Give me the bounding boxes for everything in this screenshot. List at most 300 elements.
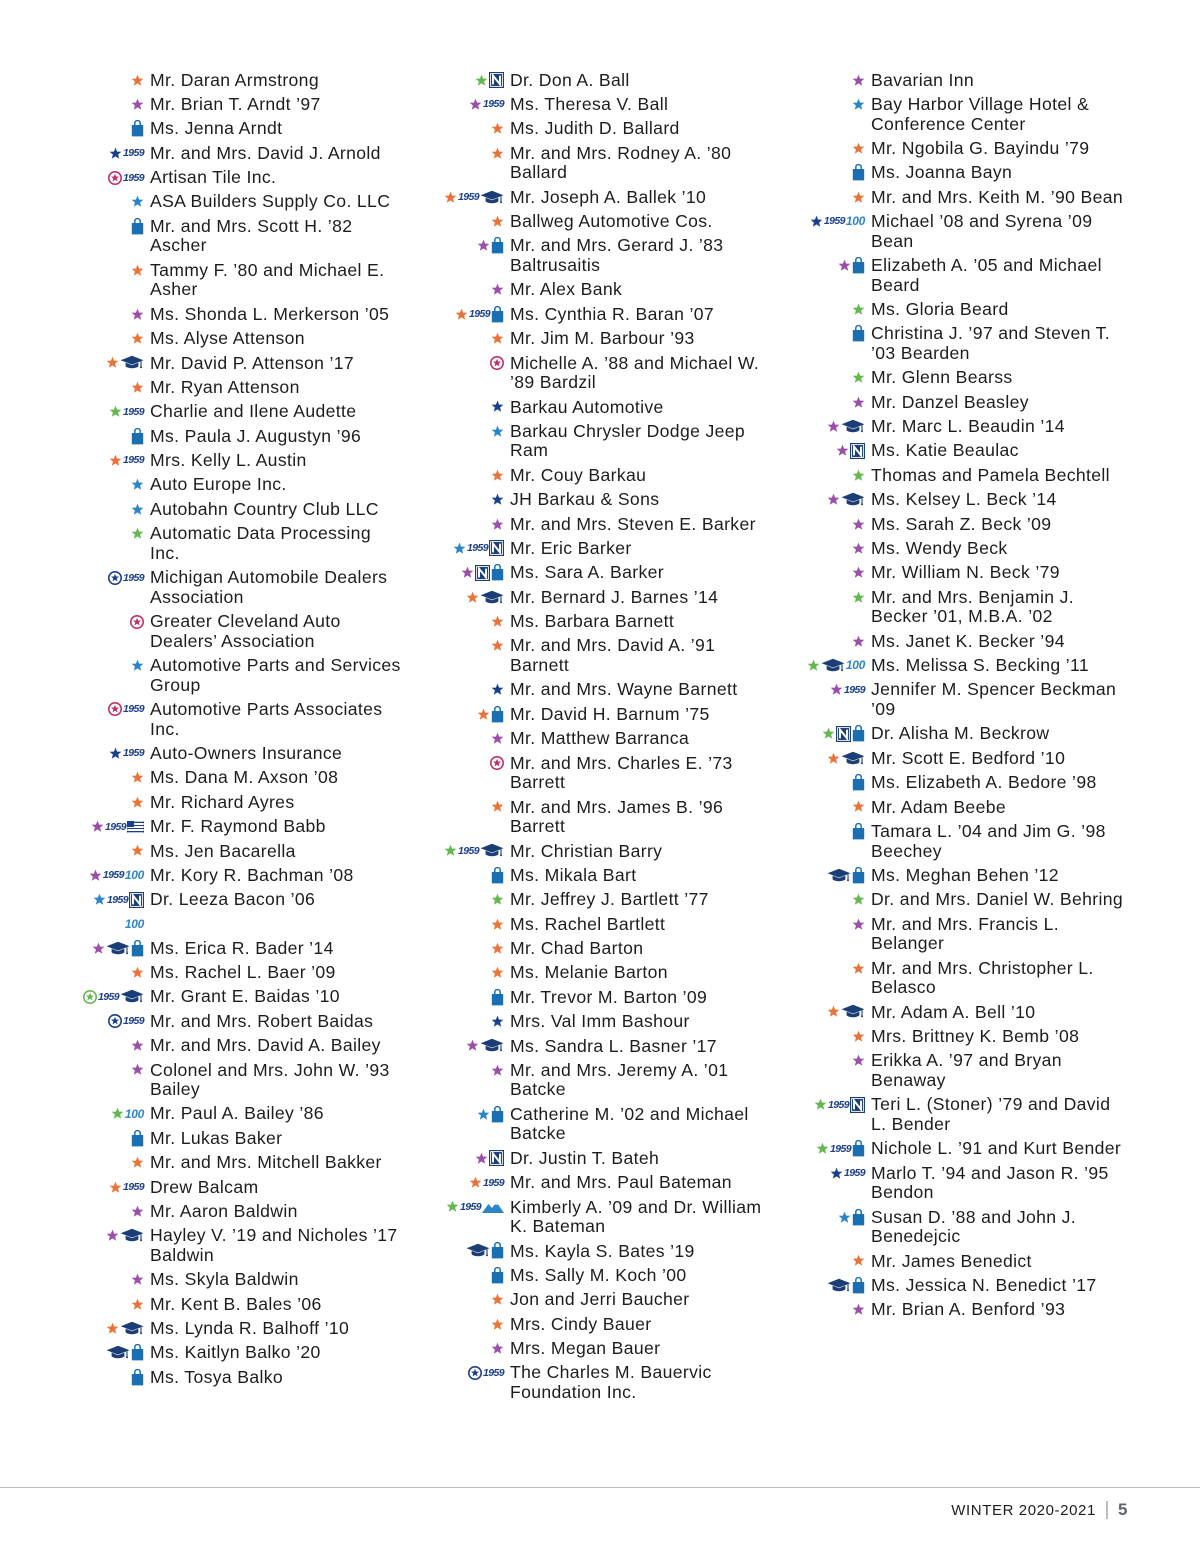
- shopping-bag-icon: [852, 1209, 865, 1226]
- orange-star-icon: [491, 1293, 504, 1306]
- orange-star-icon: [469, 1176, 482, 1189]
- donor-entry: [40, 985, 412, 1009]
- donor-badges: [761, 1049, 871, 1073]
- donor-badges: [40, 400, 150, 424]
- donor-name: Mr. and Mrs. Benjamin J. Becker ’01, M.B.A. ’02: [871, 586, 1074, 627]
- donor-name: Mr. Richard Ayres: [150, 791, 295, 812]
- donor-badges: [400, 839, 510, 863]
- donor-name: Mr. and Mrs. Mitchell Bakker: [150, 1152, 382, 1173]
- donor-badges: [40, 68, 150, 92]
- blue-star-icon: [131, 503, 144, 516]
- navy-circle-star-icon: [468, 1366, 482, 1380]
- donor-name: Thomas and Pamela Bechtell: [871, 464, 1110, 485]
- donor-column-2: [400, 68, 772, 1405]
- donor-name: Dr. Don A. Ball: [510, 69, 630, 90]
- donor-name: Mr. and Mrs. David A. ’91 Barnett: [510, 635, 716, 676]
- donor-badges: [40, 815, 150, 839]
- donor-entry: [400, 634, 772, 678]
- donor-entry: [40, 863, 412, 887]
- orange-star-icon: [131, 74, 144, 87]
- green-star-icon: [822, 727, 835, 740]
- donor-entry: [761, 136, 1133, 160]
- n-club-icon: [129, 892, 144, 908]
- shopping-bag-icon: [852, 725, 865, 742]
- donor-name: Greater Cleveland Auto Dealers’ Association: [150, 611, 341, 651]
- shopping-bag-icon: [131, 1344, 144, 1361]
- 1959-society-icon: 1959: [123, 571, 144, 584]
- donor-badges: [40, 1009, 150, 1033]
- donor-name: Kimberly A. ’09 and Dr. William K. Bateman: [510, 1196, 762, 1237]
- donor-entry: [40, 497, 412, 521]
- shopping-bag-icon: [852, 257, 865, 274]
- donor-badges: [40, 448, 150, 472]
- orange-star-icon: [131, 844, 144, 857]
- donor-name: Mr. and Mrs. Steven E. Barker: [510, 513, 756, 534]
- navy-star-icon: [491, 683, 504, 696]
- 100-club-icon: 100: [124, 917, 144, 932]
- donor-name: Mr. Danzel Beasley: [871, 391, 1029, 412]
- donor-entry: [400, 68, 772, 92]
- donor-name: Auto-Owners Insurance: [150, 743, 343, 763]
- purple-star-icon: [491, 1342, 504, 1355]
- donor-name: Ms. Sarah Z. Beck ’09: [871, 513, 1052, 534]
- donor-entry: [761, 771, 1133, 795]
- 1959-society-icon: 1959: [123, 703, 144, 716]
- blue-star-icon: [93, 893, 106, 906]
- donor-badges: [40, 653, 150, 677]
- donor-entry: [40, 960, 412, 984]
- donor-entry: [761, 585, 1133, 629]
- 1959-society-icon: 1959: [467, 542, 488, 555]
- donor-entry: [40, 912, 412, 936]
- blue-star-icon: [838, 1211, 851, 1224]
- page-number: 5: [1117, 1500, 1128, 1519]
- donor-entry: [40, 351, 412, 375]
- donor-entry: [40, 1009, 412, 1033]
- donor-badges: [40, 166, 150, 190]
- donor-entry: [40, 522, 412, 566]
- orange-star-icon: [131, 381, 144, 394]
- donor-badges: [761, 819, 871, 843]
- purple-star-icon: [852, 542, 865, 555]
- donor-entry: [40, 1126, 412, 1150]
- donor-name: Mr. and Mrs. Paul Bateman: [510, 1172, 732, 1193]
- purple-star-icon: [106, 1229, 119, 1242]
- donor-entry: [761, 1273, 1133, 1297]
- navy-star-icon: [810, 215, 823, 228]
- donor-entry: [761, 956, 1133, 1000]
- donor-badges: [400, 1288, 510, 1312]
- graduation-cap-icon: [841, 751, 865, 766]
- purple-star-icon: [89, 869, 102, 882]
- donor-entry: [400, 1010, 772, 1034]
- n-club-icon: [850, 1097, 865, 1113]
- graduation-cap-icon: [841, 1004, 865, 1019]
- donor-name: Ms. Shonda L. Merkerson ’05: [150, 303, 390, 324]
- donor-name: Ms. Jenna Arndt: [150, 118, 283, 139]
- donor-entry: [40, 741, 412, 765]
- orange-star-icon: [852, 142, 865, 155]
- donor-entry: [761, 439, 1133, 463]
- donor-entry: [761, 1249, 1133, 1273]
- donor-name: Ms. Cynthia R. Baran ’07: [510, 303, 714, 324]
- donor-badges: [400, 1102, 510, 1126]
- donor-badges: [761, 1205, 871, 1229]
- donor-entry: [400, 141, 772, 185]
- donor-badges: [400, 863, 510, 887]
- purple-star-icon: [852, 1054, 865, 1067]
- donor-name: Mr. Aaron Baldwin: [150, 1200, 298, 1221]
- donor-name: Ms. Sandra L. Basner ’17: [510, 1035, 717, 1056]
- donor-name: Tamara L. ’04 and Jim G. ’98 Beechey: [871, 820, 1106, 861]
- navy-star-icon: [109, 147, 122, 160]
- donor-badges: [40, 302, 150, 326]
- graduation-cap-icon: [821, 658, 845, 673]
- 1959-society-icon: 1959: [123, 454, 144, 467]
- donor-badges: [761, 92, 871, 116]
- graduation-cap-icon: [120, 1321, 144, 1336]
- donor-name: Charlie and Ilene Audette: [150, 401, 357, 422]
- navy-star-icon: [491, 493, 504, 506]
- shopping-bag-icon: [852, 1277, 865, 1294]
- donor-name: Mr. Lukas Baker: [150, 1127, 283, 1148]
- donor-badges: [400, 278, 510, 302]
- donor-name: Michael ’08 and Syrena ’09 Bean: [871, 211, 1093, 251]
- donor-name: Mr. and Mrs. Gerard J. ’83 Baltrusaitis: [510, 235, 724, 276]
- footer-separator: [1106, 1501, 1108, 1519]
- donor-badges: [761, 1024, 871, 1048]
- 1959-society-icon: 1959: [823, 215, 845, 228]
- donor-entry: [40, 610, 412, 654]
- shopping-bag-icon: [852, 867, 865, 884]
- orange-star-icon: [491, 1318, 504, 1331]
- donor-name: The Charles M. Bauervic Foundation Inc.: [510, 1362, 712, 1402]
- donor-name: Mr. Marc L. Beaudin ’14: [871, 416, 1065, 437]
- donor-name: Dr. Justin T. Bateh: [510, 1147, 660, 1168]
- donor-entry: [761, 322, 1133, 366]
- donor-name: Ms. Skyla Baldwin: [150, 1269, 299, 1290]
- donor-entry: [761, 722, 1133, 746]
- n-club-icon: [475, 565, 490, 581]
- green-star-icon: [444, 844, 457, 857]
- donor-entry: [400, 351, 772, 395]
- donor-name: Ms. Dana M. Axson ’08: [150, 767, 339, 788]
- donor-name: Ms. Elizabeth A. Bedore ’98: [871, 772, 1097, 793]
- donor-entry: [400, 419, 772, 463]
- donor-badges: [400, 1195, 510, 1219]
- donor-badges: [761, 536, 871, 560]
- donor-entry: [400, 678, 772, 702]
- magenta-circle-star-icon: [130, 615, 144, 629]
- donor-badges: [761, 746, 871, 770]
- donor-entry: [761, 653, 1133, 677]
- donor-badges: [761, 209, 871, 233]
- donor-badges: [400, 512, 510, 536]
- graduation-cap-icon: [827, 1278, 851, 1293]
- green-star-icon: [111, 1107, 124, 1120]
- donor-name: Mr. Kory R. Bachman ’08: [150, 864, 354, 885]
- donor-name: Erikka A. ’97 and Bryan Benaway: [871, 1050, 1062, 1090]
- green-star-icon: [131, 527, 144, 540]
- donor-badges: [40, 522, 150, 546]
- donor-badges: [40, 863, 150, 887]
- donor-entry: [761, 678, 1133, 722]
- donor-badges: [761, 463, 871, 487]
- donor-entry: [400, 795, 772, 839]
- donor-name: Nichole L. ’91 and Kurt Bender: [871, 1138, 1122, 1159]
- donor-badges: [761, 297, 871, 321]
- navy-circle-star-icon: [108, 1014, 122, 1028]
- donor-badges: [40, 741, 150, 765]
- donor-entry: [40, 1316, 412, 1340]
- donor-name: Ms. Kelsey L. Beck ’14: [871, 489, 1057, 510]
- donor-name: Ms. Alyse Attenson: [150, 328, 305, 349]
- donor-entry: [400, 1195, 772, 1239]
- donor-name: Mr. Jim M. Barbour ’93: [510, 328, 695, 349]
- donor-badges: [400, 463, 510, 487]
- donor-entry: [40, 1151, 412, 1175]
- donor-entry: [761, 629, 1133, 653]
- donor-badges: [761, 136, 871, 160]
- n-club-icon: [489, 1150, 504, 1166]
- 1959-society-icon: 1959: [123, 147, 144, 160]
- 1959-society-icon: 1959: [844, 1167, 865, 1180]
- donor-name: Mr. Scott E. Bedford ’10: [871, 747, 1066, 768]
- donor-entry: [40, 375, 412, 399]
- green-star-icon: [852, 371, 865, 384]
- shopping-bag-icon: [491, 1267, 504, 1284]
- donor-name: Mr. and Mrs. Rodney A. ’80 Ballard: [510, 142, 732, 183]
- donor-entry: [400, 985, 772, 1009]
- donor-badges: [761, 161, 871, 185]
- donor-column-1: [40, 68, 412, 1390]
- blue-star-icon: [477, 1108, 490, 1121]
- shopping-bag-icon: [131, 940, 144, 957]
- blue-star-icon: [491, 425, 504, 438]
- donor-entry: [400, 727, 772, 751]
- mountain-icon: [482, 1201, 504, 1213]
- navy-star-icon: [491, 1015, 504, 1028]
- flag-icon: [127, 821, 144, 833]
- donor-badges: [400, 634, 510, 658]
- purple-star-icon: [830, 683, 843, 696]
- donor-name: Jennifer M. Spencer Beckman ’09: [871, 679, 1117, 720]
- donor-badges: [40, 117, 150, 141]
- donor-badges: [761, 956, 871, 980]
- blue-star-icon: [131, 478, 144, 491]
- donor-entry: [400, 1336, 772, 1360]
- footer-divider: [0, 1487, 1200, 1488]
- donor-badges: [40, 1058, 150, 1082]
- donor-badges: [400, 185, 510, 209]
- donor-entry: [761, 366, 1133, 390]
- orange-star-icon: [491, 215, 504, 228]
- donor-entry: [400, 278, 772, 302]
- donor-entry: [761, 819, 1133, 863]
- graduation-cap-icon: [480, 590, 504, 605]
- donor-entry: [400, 1288, 772, 1312]
- shopping-bag-icon: [852, 1140, 865, 1157]
- donor-name: Mrs. Cindy Bauer: [510, 1313, 652, 1334]
- donor-badges: [400, 488, 510, 512]
- donor-badges: [761, 390, 871, 414]
- donor-name: Ms. Barbara Barnett: [510, 611, 675, 632]
- donor-name: Mr. and Mrs. Robert Baidas: [150, 1010, 374, 1031]
- donor-name: Mr. and Mrs. David A. Bailey: [150, 1035, 381, 1056]
- purple-star-icon: [491, 732, 504, 745]
- donor-badges: [40, 497, 150, 521]
- donor-entry: [40, 815, 412, 839]
- donor-entry: [40, 117, 412, 141]
- donor-entry: [40, 566, 412, 610]
- donor-name: Mr. Bernard J. Barnes ’14: [510, 586, 719, 607]
- donor-entry: [400, 863, 772, 887]
- donor-entry: [40, 190, 412, 214]
- purple-star-icon: [852, 635, 865, 648]
- orange-star-icon: [491, 942, 504, 955]
- donor-name: Mr. and Mrs. James B. ’96 Barrett: [510, 796, 724, 837]
- donor-name: Mr. Joseph A. Ballek ’10: [510, 186, 707, 207]
- donor-entry: [400, 488, 772, 512]
- donor-entry: [400, 912, 772, 936]
- purple-star-icon: [836, 444, 849, 457]
- graduation-cap-icon: [841, 419, 865, 434]
- donor-entry: [400, 209, 772, 233]
- purple-star-icon: [461, 566, 474, 579]
- donor-badges: [400, 1146, 510, 1170]
- donor-badges: [400, 936, 510, 960]
- donor-entry: [40, 936, 412, 960]
- n-club-icon: [850, 443, 865, 459]
- donor-name: Mr. and Mrs. Scott H. ’82 Ascher: [150, 215, 353, 256]
- donor-entry: [40, 1199, 412, 1223]
- green-star-icon: [491, 893, 504, 906]
- n-club-icon: [489, 540, 504, 556]
- donor-name: Ms. Katie Beaulac: [871, 440, 1019, 461]
- graduation-cap-icon: [106, 1345, 130, 1360]
- issue-label: WINTER 2020-2021: [951, 1501, 1096, 1519]
- donor-name: Mr. Ngobila G. Bayindu ’79: [871, 137, 1090, 158]
- donor-name: Ms. Rachel Bartlett: [510, 913, 666, 934]
- orange-star-icon: [131, 966, 144, 979]
- donor-badges: [400, 1010, 510, 1034]
- magenta-circle-star-icon: [108, 171, 122, 185]
- donor-name: Mr. and Mrs. Jeremy A. ’01 Batcke: [510, 1059, 729, 1100]
- donor-entry: [761, 463, 1133, 487]
- donor-badges: [761, 888, 871, 912]
- donor-badges: [400, 888, 510, 912]
- green-star-icon: [852, 591, 865, 604]
- donor-badges: [400, 727, 510, 751]
- donor-name: Mr. and Mrs. Francis L. Belanger: [871, 913, 1059, 954]
- purple-star-icon: [131, 1039, 144, 1052]
- donor-name: Ms. Melissa S. Becking ’11: [871, 655, 1090, 676]
- donor-name: Mr. Daran Armstrong: [150, 69, 319, 90]
- donor-name: Marlo T. ’94 and Jason R. ’95 Bendon: [871, 1162, 1109, 1203]
- orange-star-icon: [827, 752, 840, 765]
- donor-name: Hayley V. ’19 and Nicholes ’17 Baldwin: [150, 1225, 398, 1265]
- donor-entry: [40, 1268, 412, 1292]
- donor-entry: [40, 1292, 412, 1316]
- donor-badges: [761, 439, 871, 463]
- orange-star-icon: [491, 332, 504, 345]
- purple-star-icon: [92, 942, 105, 955]
- donor-entry: [761, 912, 1133, 956]
- purple-star-icon: [491, 518, 504, 531]
- orange-star-icon: [852, 800, 865, 813]
- donor-name: Mr. James Benedict: [871, 1250, 1032, 1271]
- donor-entry: [761, 863, 1133, 887]
- donor-entry: [400, 1361, 772, 1405]
- orange-star-icon: [131, 264, 144, 277]
- blue-star-icon: [852, 98, 865, 111]
- donor-name: Mr. Paul A. Bailey ’86: [150, 1103, 324, 1124]
- purple-star-icon: [852, 518, 865, 531]
- donor-name: Dr. Leeza Bacon ’06: [150, 889, 316, 910]
- purple-star-icon: [131, 1273, 144, 1286]
- donor-entry: [761, 1049, 1133, 1093]
- shopping-bag-icon: [852, 774, 865, 791]
- purple-star-icon: [838, 259, 851, 272]
- donor-badges: [40, 92, 150, 116]
- donor-name: Tammy F. ’80 and Michael E. Asher: [150, 259, 385, 300]
- donor-badges: [400, 961, 510, 985]
- donor-entry: [400, 327, 772, 351]
- green-star-icon: [814, 1098, 827, 1111]
- graduation-cap-icon: [120, 355, 144, 370]
- donor-name: Mr. and Mrs. Christopher L. Belasco: [871, 957, 1094, 998]
- purple-star-icon: [852, 918, 865, 931]
- 1959-society-icon: 1959: [483, 1176, 504, 1189]
- orange-star-icon: [491, 615, 504, 628]
- donor-name: Ms. Tosya Balko: [150, 1366, 284, 1387]
- purple-star-icon: [827, 420, 840, 433]
- 100-club-icon: 100: [124, 868, 144, 883]
- donor-name: Catherine M. ’02 and Michael Batcke: [510, 1103, 749, 1144]
- navy-circle-star-icon: [108, 571, 122, 585]
- donor-entry: [40, 697, 412, 741]
- donor-name: Barkau Chrysler Dodge Jeep Ram: [510, 420, 746, 461]
- donor-entry: [400, 961, 772, 985]
- donor-name: Ms. Sara A. Barker: [510, 562, 664, 583]
- donor-badges: [400, 68, 510, 92]
- donor-entry: [400, 302, 772, 326]
- shopping-bag-icon: [131, 1369, 144, 1386]
- donor-name: Ms. Melanie Barton: [510, 962, 668, 983]
- donor-badges: [761, 863, 871, 887]
- donor-entry: [761, 1137, 1133, 1161]
- donor-entry: [40, 1175, 412, 1199]
- donor-name: Automotive Parts Associates Inc.: [150, 699, 383, 739]
- donor-badges: [40, 1316, 150, 1340]
- purple-star-icon: [477, 239, 490, 252]
- green-star-icon: [446, 1200, 459, 1213]
- donor-badges: [40, 766, 150, 790]
- donor-badges: [400, 141, 510, 165]
- donor-badges: [40, 912, 150, 936]
- donor-entry: [400, 1034, 772, 1058]
- graduation-cap-icon: [841, 492, 865, 507]
- orange-star-icon: [109, 1181, 122, 1194]
- donor-entry: [40, 473, 412, 497]
- orange-star-icon: [106, 356, 119, 369]
- donor-badges: [40, 960, 150, 984]
- graduation-cap-icon: [120, 1228, 144, 1243]
- donor-entry: [40, 766, 412, 790]
- orange-star-icon: [491, 966, 504, 979]
- donor-badges: [761, 1137, 871, 1161]
- 1959-society-icon: 1959: [123, 171, 144, 184]
